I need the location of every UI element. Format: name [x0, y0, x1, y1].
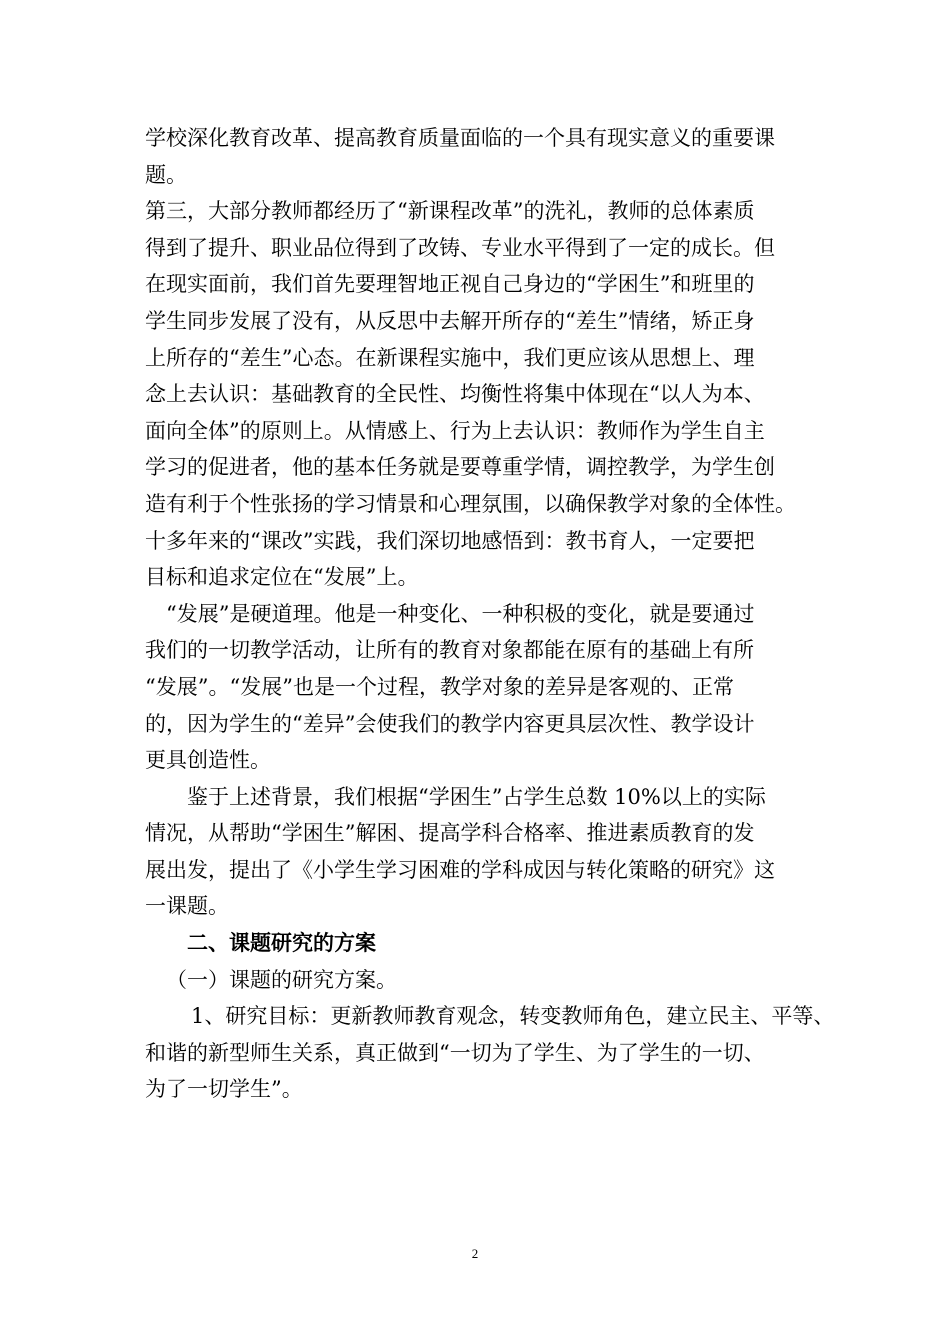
paragraph-line: 造有利于个性张扬的学习情景和心理氛围，以确保教学对象的全体性。 — [145, 491, 796, 516]
paragraph-line: 学校深化教育改革、提高教育质量面临的一个具有现实意义的重要课 — [145, 126, 775, 150]
paragraph-line: 为了一切学生”。 — [145, 1077, 303, 1102]
paragraph-line: 上所存的“差生”心态。在新课程实施中，我们更应该从思想上、理 — [145, 345, 755, 370]
body-text — [145, 120, 835, 1108]
paragraph-line: 1、研究目标：更新教师教育观念，转变教师角色，建立民主、平等、 — [191, 1004, 835, 1029]
paragraph-line: 题。 — [145, 162, 187, 187]
subsection-heading: （一）课题的研究方案。 — [166, 967, 397, 992]
paragraph-line: 鉴于上述背景，我们根据“学困生”占学生总数 10%以上的实际 — [187, 784, 766, 809]
paragraph-line: 学生同步发展了没有，从反思中去解开所存的“差生”情绪，矫正身 — [145, 308, 755, 333]
paragraph-line: 展出发，提出了《小学生学习困难的学科成因与转化策略的研究》这 — [145, 857, 775, 882]
paragraph-line: 的，因为学生的“差异”会使我们的教学内容更具层次性、教学设计 — [145, 711, 755, 736]
paragraph-line: 目标和追求定位在“发展”上。 — [145, 565, 419, 590]
paragraph-line: 十多年来的“课改”实践，我们深切地感悟到：教书育人，一定要把 — [145, 528, 755, 553]
paragraph-line: 更具创造性。 — [145, 748, 271, 773]
page-number: 2 — [471, 1246, 479, 1261]
paragraph-line: 学习的促进者，他的基本任务就是要尊重学情，调控教学，为学生创 — [145, 455, 775, 480]
paragraph-line: 得到了提升、职业品位得到了改铸、专业水平得到了一定的成长。但 — [145, 235, 775, 260]
paragraph-line: 面向全体”的原则上。从情感上、行为上去认识：教师作为学生自主 — [145, 418, 765, 443]
paragraph-line: “发展”。“发展”也是一个过程，教学对象的差异是客观的、正常 — [145, 674, 734, 699]
paragraph-line: “发展”是硬道理。他是一种变化、一种积极的变化，就是要通过 — [166, 601, 755, 626]
paragraph-line: 第三，大部分教师都经历了“新课程改革”的洗礼，教师的总体素质 — [145, 199, 755, 224]
paragraph-line: 我们的一切教学活动，让所有的教育对象都能在原有的基础上有所 — [145, 638, 754, 663]
section-heading: 二、课题研究的方案 — [187, 930, 376, 956]
paragraph-line: 和谐的新型师生关系，真正做到“一切为了学生、为了学生的一切、 — [145, 1040, 765, 1065]
paragraph-line: 情况，从帮助“学困生”解困、提高学科合格率、推进素质教育的发 — [145, 821, 755, 846]
paragraph-line: 一课题。 — [145, 894, 229, 919]
paragraph-line: 在现实面前，我们首先要理智地正视自己身边的“学困生”和班里的 — [145, 272, 755, 297]
paragraph-line: 念上去认识：基础教育的全民性、均衡性将集中体现在“以人为本、 — [145, 382, 765, 407]
